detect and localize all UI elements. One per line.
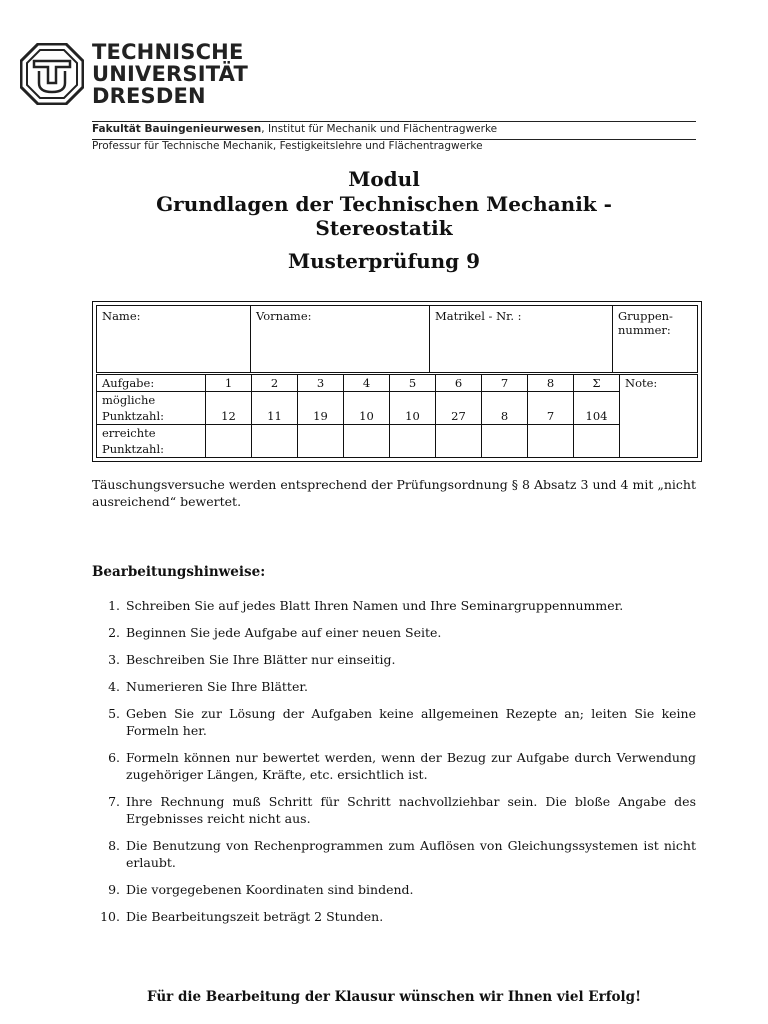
achieved-points-cell[interactable] [206,425,252,458]
module-label: Modul [348,167,420,191]
task-number: 1 [206,375,252,392]
task-number: 6 [436,375,482,392]
item-number: 4. [108,679,120,694]
possible-points-value: 10 [390,392,436,425]
instructions-list [92,597,696,935]
achieved-points-cell[interactable] [436,425,482,458]
list-item [92,705,696,739]
task-number: 8 [528,375,574,392]
university-name-line: UNIVERSITÄT [92,62,248,86]
possible-points-value: 11 [252,392,298,425]
name-label: Name: [102,309,141,323]
achieved-points-total-cell[interactable] [574,425,620,458]
item-number: 1. [108,598,120,613]
item-text: Ihre Rechnung muß Schritt für Schritt nachvollziehbar sein. Die bloße Angabe des Ergebnisses reicht nicht aus. [126,794,696,826]
achieved-points-label: Punktzahl: [97,441,206,458]
firstname-field[interactable] [251,306,430,373]
grade-label: Note: [625,376,658,390]
divider [92,121,696,122]
task-number: 2 [252,375,298,392]
item-text: Formeln können nur bewertet werden, wenn der Bezug zur Aufgabe durch Verwendung zugehöriger Längen, Kräfte, etc. ersichtlich ist. [126,750,696,782]
task-label: Aufgabe: [97,375,206,392]
achieved-points-cell[interactable] [390,425,436,458]
possible-points-value: 10 [344,392,390,425]
achieved-points-cell[interactable] [528,425,574,458]
grade-field[interactable] [620,375,698,458]
item-text: Numerieren Sie Ihre Blätter. [126,679,308,694]
faculty-name: Fakultät Bauingenieurwesen [92,123,262,135]
item-text: Die Benutzung von Rechenprogrammen zum Auflösen von Gleichungssystemen ist nicht erlaubt. [126,838,696,870]
score-table [96,374,698,458]
instructions-heading: Bearbeitungshinweise: [92,564,266,580]
possible-points-value: 12 [206,392,252,425]
item-number: 8. [108,838,120,853]
item-number: 9. [108,882,120,897]
list-item [92,837,696,871]
possible-points-label: Punktzahl: [97,408,206,425]
cheating-notice: Täuschungsversuche werden entsprechend der Prüfungsordnung § 8 Absatz 3 und 4 mit „nicht ausreichend“ bewertet. [92,477,696,509]
exam-title-block [92,166,676,274]
item-number: 10. [100,909,120,924]
list-item [92,793,696,827]
list-item [92,624,696,641]
student-info-table [96,305,698,373]
professorship-line: Professur für Technische Mechanik, Festigkeitslehre und Flächentragwerke [92,140,483,152]
matrikel-field[interactable] [430,306,613,373]
list-item [92,597,696,614]
possible-points-total: 104 [574,392,620,425]
achieved-points-cell[interactable] [344,425,390,458]
list-item [92,881,696,898]
name-field[interactable] [97,306,251,373]
possible-points-value: 19 [298,392,344,425]
item-text: Die Bearbeitungszeit beträgt 2 Stunden. [126,909,384,924]
task-sum-symbol: Σ [574,375,620,392]
closing-wish: Für die Bearbeitung der Klausur wünschen wir Ihnen viel Erfolg! [146,989,642,1005]
item-number: 2. [108,625,120,640]
university-name-line: TECHNISCHE [92,40,244,64]
item-number: 6. [108,750,120,765]
list-item [92,651,696,668]
group-label: nummer: [618,323,671,337]
achieved-points-label: erreichte [97,425,206,442]
possible-points-label: mögliche [97,392,206,409]
group-label: Gruppen- [618,309,673,323]
item-number: 3. [108,652,120,667]
item-text: Beschreiben Sie Ihre Blätter nur einseitig. [126,652,396,667]
tu-dresden-logo [20,43,84,105]
university-name [92,41,248,107]
item-text: Schreiben Sie auf jedes Blatt Ihren Namen und Ihre Seminargruppennummer. [126,598,624,613]
student-info-box [92,301,702,462]
achieved-points-cell[interactable] [252,425,298,458]
item-number: 5. [108,706,120,721]
possible-points-value: 8 [482,392,528,425]
possible-points-value: 27 [436,392,482,425]
item-text: Die vorgegebenen Koordinaten sind bindend. [126,882,414,897]
list-item [92,749,696,783]
achieved-points-cell[interactable] [298,425,344,458]
firstname-label: Vorname: [256,309,312,323]
task-number: 3 [298,375,344,392]
possible-points-value: 7 [528,392,574,425]
item-text: Geben Sie zur Lösung der Aufgaben keine allgemeinen Rezepte an; leiten Sie keine Formeln her. [126,706,696,738]
item-text: Beginnen Sie jede Aufgabe auf einer neuen Seite. [126,625,442,640]
task-number: 5 [390,375,436,392]
task-number: 4 [344,375,390,392]
achieved-points-cell[interactable] [482,425,528,458]
item-number: 7. [108,794,120,809]
task-number: 7 [482,375,528,392]
group-field[interactable] [613,306,698,373]
institute-name: , Institut für Mechanik und Flächentragwerke [261,123,498,135]
exam-name: Musterprüfung 9 [287,249,481,273]
list-item [92,678,696,695]
course-subtitle: Stereostatik [315,216,453,240]
matrikel-label: Matrikel - Nr. : [435,309,522,323]
list-item [92,908,696,925]
university-name-line: DRESDEN [92,84,206,108]
course-title: Grundlagen der Technischen Mechanik - [156,192,612,216]
faculty-line [92,123,497,135]
